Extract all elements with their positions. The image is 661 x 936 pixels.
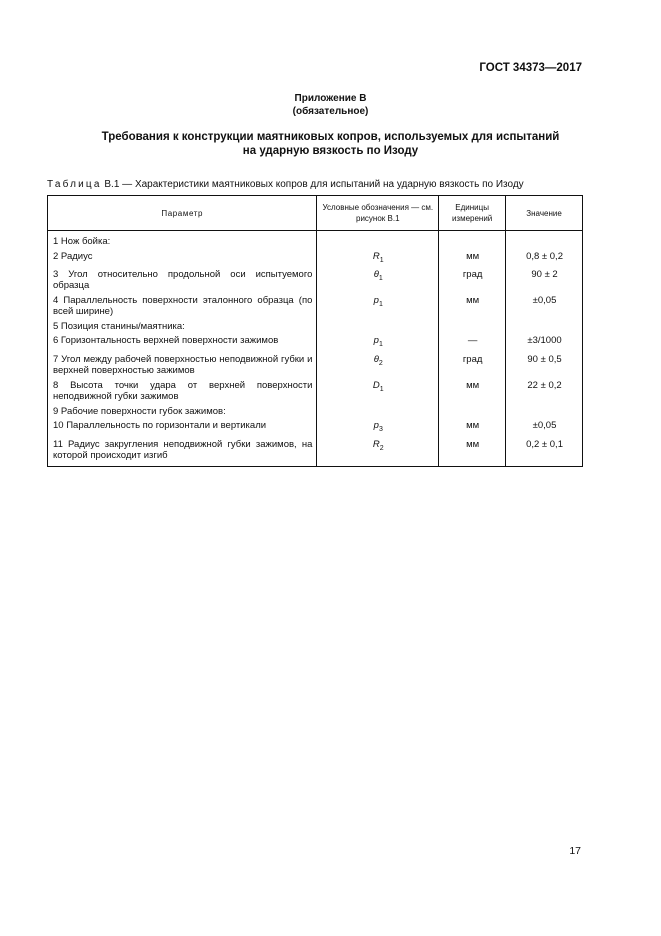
param-cell: 6 Горизонтальность верхней поверхности зажимов: [48, 334, 317, 352]
appendix-title: [0, 130, 661, 158]
unit-cell: град: [439, 268, 506, 294]
param-cell: 10 Параллельность по горизонтали и вертикали: [48, 419, 317, 437]
symbol-subscript: 3: [378, 426, 383, 434]
value-cell: 22 ± 0,2: [506, 379, 583, 405]
param-cell: 9 Рабочие поверхности губок зажимов:: [48, 405, 317, 420]
title-line-2: на ударную вязкость по Изоду: [242, 145, 419, 157]
caption-text: В.1 — Характеристики маятниковых копров для испытаний на ударную вязкость по Изоду: [101, 179, 524, 190]
symbol-cell: [317, 438, 439, 467]
table-row: [48, 438, 583, 467]
symbol-subscript: 1: [378, 274, 383, 282]
symbol-subscript: 1: [379, 385, 384, 393]
column-header-param: Параметр: [48, 196, 317, 231]
param-cell: 3 Угол относительно продольной оси испытуемого образца: [48, 268, 317, 294]
symbol-letter: p: [373, 420, 379, 432]
value-cell: 0,2 ± 0,1: [506, 438, 583, 467]
symbol-letter: p: [373, 335, 379, 347]
symbol-subscript: 1: [379, 256, 384, 264]
table-header-row: [48, 196, 583, 231]
param-cell: 8 Высота точки удара от верхней поверхности неподвижной губки зажимов: [48, 379, 317, 405]
unit-cell: [439, 231, 506, 250]
unit-cell: мм: [439, 250, 506, 268]
table-row: [48, 268, 583, 294]
value-cell: ±0,05: [506, 419, 583, 437]
unit-cell: [439, 320, 506, 335]
caption-label: Таблица: [47, 179, 102, 190]
value-cell: 0,8 ± 0,2: [506, 250, 583, 268]
param-cell: 7 Угол между рабочей поверхностью неподвижной губки и верхней поверхностью зажимов: [48, 353, 317, 379]
page-number: 17: [569, 845, 581, 857]
column-header-unit: Единицы измерений: [439, 196, 506, 231]
table-row: [48, 405, 583, 420]
appendix-heading: [0, 92, 661, 118]
unit-cell: [439, 405, 506, 420]
characteristics-table: [47, 195, 583, 467]
symbol-letter: p: [373, 294, 379, 306]
symbol-subscript: 2: [379, 444, 384, 452]
param-cell: 5 Позиция станины/маятника:: [48, 320, 317, 335]
symbol-letter: θ: [373, 268, 379, 280]
table-row: [48, 231, 583, 250]
unit-cell: мм: [439, 379, 506, 405]
symbol-cell: [317, 405, 439, 420]
value-cell: [506, 231, 583, 250]
value-cell: ±0,05: [506, 294, 583, 320]
table-row: [48, 250, 583, 268]
appendix-status: (обязательное): [292, 106, 369, 117]
symbol-cell: [317, 250, 439, 268]
column-header-symbol: Условные обозначения — см. рисунок В.1: [317, 196, 439, 231]
symbol-cell: [317, 334, 439, 352]
unit-cell: мм: [439, 438, 506, 467]
standard-number: ГОСТ 34373—2017: [479, 62, 582, 74]
unit-cell: град: [439, 353, 506, 379]
value-cell: 90 ± 0,5: [506, 353, 583, 379]
column-header-value: Значение: [506, 196, 583, 231]
symbol-letter: D: [372, 379, 380, 391]
table-row: [48, 320, 583, 335]
symbol-subscript: 1: [378, 341, 383, 349]
symbol-cell: [317, 379, 439, 405]
table-caption: [47, 179, 524, 190]
symbol-letter: R: [372, 438, 380, 450]
value-cell: ±3/1000: [506, 334, 583, 352]
symbol-cell: [317, 294, 439, 320]
symbol-cell: [317, 419, 439, 437]
param-cell: 2 Радиус: [48, 250, 317, 268]
symbol-subscript: 1: [378, 300, 383, 308]
table-row: [48, 334, 583, 352]
unit-cell: мм: [439, 294, 506, 320]
symbol-cell: [317, 268, 439, 294]
symbol-subscript: 2: [378, 359, 383, 367]
param-cell: 4 Параллельность поверхности эталонного образца (по всей ширине): [48, 294, 317, 320]
value-cell: [506, 405, 583, 420]
symbol-cell: [317, 353, 439, 379]
symbol-letter: R: [372, 250, 380, 262]
symbol-letter: θ: [373, 353, 379, 365]
symbol-cell: [317, 320, 439, 335]
unit-cell: мм: [439, 419, 506, 437]
value-cell: 90 ± 2: [506, 268, 583, 294]
appendix-label: Приложение В: [294, 93, 367, 104]
unit-cell: —: [439, 334, 506, 352]
value-cell: [506, 320, 583, 335]
title-line-1: Требования к конструкции маятниковых копров, используемых для испытаний: [101, 131, 560, 143]
table-row: [48, 419, 583, 437]
param-cell: 11 Радиус закругления неподвижной губки зажимов, на которой происходит изгиб: [48, 438, 317, 467]
table-row: [48, 353, 583, 379]
table-row: [48, 294, 583, 320]
table-row: [48, 379, 583, 405]
param-cell: 1 Нож бойка:: [48, 231, 317, 250]
symbol-cell: [317, 231, 439, 250]
